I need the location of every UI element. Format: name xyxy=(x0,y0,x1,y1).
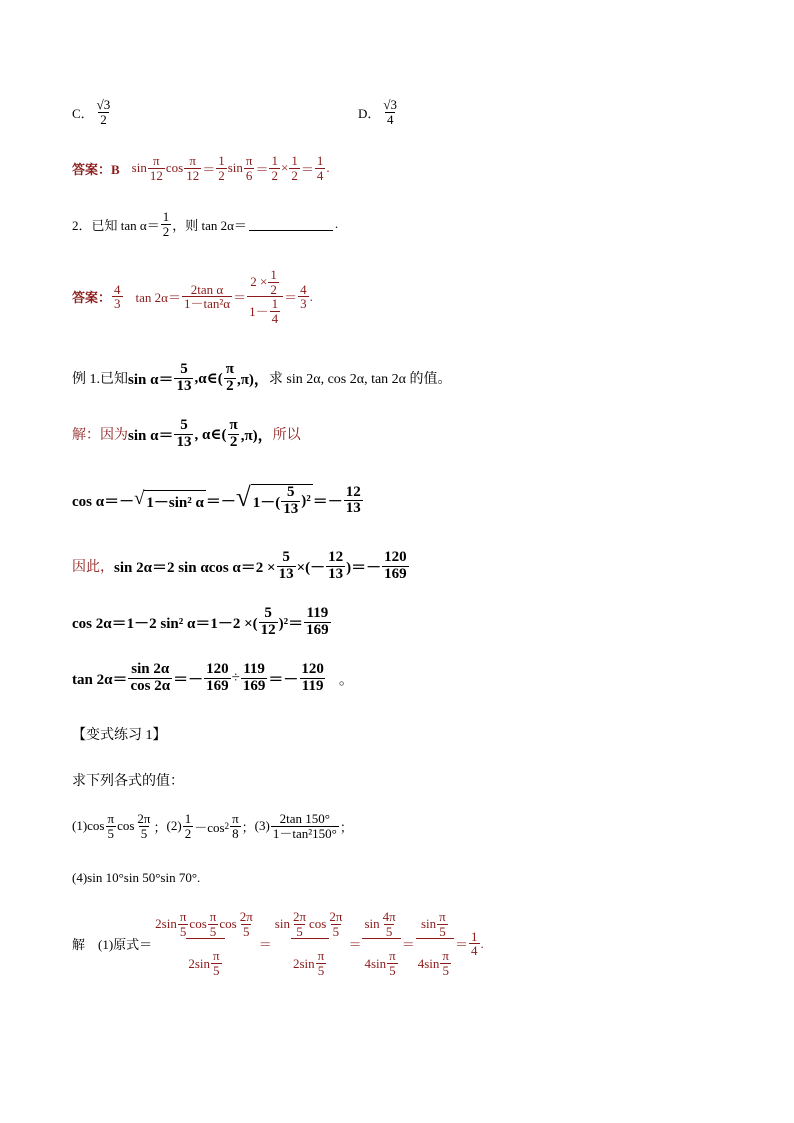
option-d xyxy=(358,98,400,126)
f xyxy=(238,910,255,938)
option-d-label: D． xyxy=(358,105,381,121)
close: )²＝ xyxy=(278,615,304,632)
frac-120-119 xyxy=(299,662,326,695)
so-text: 所以 xyxy=(272,428,301,444)
num: π xyxy=(189,153,196,168)
num: 1 xyxy=(218,153,225,168)
question-2-mid: ，则 tan 2α＝ xyxy=(172,217,247,233)
f xyxy=(208,910,219,938)
eq: ＝ xyxy=(284,290,298,306)
solution-2-label: 解 (1)原式＝ xyxy=(72,937,153,953)
frac-12-13 xyxy=(326,550,345,583)
den: 5 xyxy=(213,962,220,978)
frac-1-2 xyxy=(216,154,227,182)
answer-1 xyxy=(72,154,330,182)
num: 2π xyxy=(329,909,343,924)
item-3-start: (3) xyxy=(254,818,270,834)
example-1-label: 例 1.已知 xyxy=(72,372,128,388)
frac-5-13 xyxy=(174,362,193,395)
den: 169 xyxy=(306,621,329,638)
big-frac-3 xyxy=(362,910,400,978)
frac-12-13 xyxy=(344,485,363,518)
solution-2 xyxy=(72,910,484,978)
f xyxy=(387,949,398,977)
eq: ＝ xyxy=(348,937,362,953)
option-c xyxy=(72,98,113,126)
radicand-a: 1－( xyxy=(252,494,281,511)
variant-prompt-text: 求下列各式的值： xyxy=(72,774,184,789)
den: 4 xyxy=(471,943,478,959)
big-frac-2 xyxy=(273,910,348,978)
frac-pi-8 xyxy=(230,812,241,840)
num: 4 xyxy=(114,281,121,297)
den: 2 xyxy=(229,433,238,450)
radicand-b: )² xyxy=(301,492,311,509)
frac-1-4 xyxy=(469,930,480,958)
den: 5 xyxy=(242,923,250,939)
option-c-den: 2 xyxy=(100,111,107,127)
variant-title-text: 【变式练习 1】 xyxy=(72,728,167,743)
two-sin: 2sin xyxy=(188,955,211,971)
den: 4 xyxy=(271,310,279,326)
num: 1 xyxy=(271,153,278,168)
den: 119 xyxy=(301,677,324,694)
times: × xyxy=(280,160,289,176)
minus-cos: －cos xyxy=(194,819,225,835)
num: 12 xyxy=(345,483,361,500)
num: π xyxy=(225,361,234,377)
alpha-in: , α∈( xyxy=(194,426,227,443)
frac-1-2 xyxy=(183,812,194,840)
den: 1－tan²α xyxy=(183,296,231,312)
eq: ＝ xyxy=(300,161,314,177)
close: ,π)， xyxy=(236,371,269,388)
tan2a-lhs: tan 2α＝ xyxy=(135,290,181,306)
frac-2pi-5 xyxy=(135,812,152,840)
num: 120 xyxy=(206,661,229,677)
f xyxy=(291,910,308,938)
num: 1 xyxy=(316,153,324,168)
num: 12 xyxy=(328,549,344,565)
num: 120 xyxy=(384,549,407,565)
divide: ÷ xyxy=(231,669,240,686)
big-frac-1-num xyxy=(153,910,258,938)
sup-2: 2 xyxy=(224,821,230,832)
sqrt-2: √ 1－( $\frac{5}{13}$ )² xyxy=(235,482,311,517)
den: 8 xyxy=(232,825,239,841)
sin-text-b: sin xyxy=(227,160,243,176)
den: 6 xyxy=(245,167,253,183)
den: 13 xyxy=(278,565,294,582)
tan2a-lhs: tan 2α＝ xyxy=(72,671,128,688)
cos-lhs: cos α＝－ xyxy=(72,494,135,511)
solution-math xyxy=(128,418,273,451)
eq-minus: ＝－ xyxy=(205,494,236,511)
big-frac-3-den xyxy=(362,938,400,977)
sin2a-math xyxy=(114,550,410,583)
compound-num xyxy=(248,268,282,296)
solution-label: 解：因为 xyxy=(72,428,128,444)
num: π xyxy=(107,811,115,826)
sin2a-line xyxy=(72,550,410,583)
f xyxy=(437,910,448,938)
den: 169 xyxy=(206,677,229,694)
den: 2 xyxy=(184,825,192,841)
den: 13 xyxy=(176,377,192,394)
den: 2 xyxy=(291,167,298,183)
num: 1 xyxy=(162,209,170,224)
den: 5 xyxy=(385,923,393,939)
solution-intro xyxy=(72,418,301,451)
big-frac-2-den xyxy=(291,938,329,977)
den: 169 xyxy=(384,565,407,582)
num: 2tan α xyxy=(190,281,224,297)
den: 5 xyxy=(107,825,115,841)
num: 2π xyxy=(292,909,307,924)
four-sin: 4sin xyxy=(364,955,387,971)
semicolon-3: ； xyxy=(339,819,353,835)
den: 3 xyxy=(114,296,121,312)
num-a: 2 × xyxy=(250,274,268,290)
alpha-in: α∈( xyxy=(198,370,223,387)
num: 119 xyxy=(306,605,329,621)
eq: ＝ xyxy=(401,937,415,953)
num: π xyxy=(245,153,253,168)
sin: sin xyxy=(274,916,290,932)
eq: ＝ xyxy=(233,290,247,306)
eq-minus-2: ＝－ xyxy=(312,494,343,511)
example-1-ask: 求 sin 2α, cos 2α, tan 2α 的值。 xyxy=(268,372,452,388)
num: π xyxy=(389,948,396,964)
den: 5 xyxy=(140,825,148,841)
den: 12 xyxy=(149,167,163,183)
num: 1 xyxy=(291,153,298,168)
option-d-fraction xyxy=(381,98,399,126)
frac-1-2-c xyxy=(289,154,300,182)
num: π xyxy=(213,948,220,964)
f xyxy=(178,910,189,938)
num: 1 xyxy=(471,928,478,944)
frac-pi-12 xyxy=(148,154,165,182)
num: 5 xyxy=(180,361,188,377)
num: π xyxy=(209,909,217,924)
frac-sin-cos xyxy=(128,662,172,695)
den: 2 xyxy=(226,377,234,394)
cos2a-line xyxy=(72,606,332,639)
frac-pi-12-b xyxy=(184,154,201,182)
sin-alpha: sin α＝ xyxy=(128,371,174,388)
times: ×(－ xyxy=(296,559,326,576)
answer-2 xyxy=(72,268,313,326)
den: 12 xyxy=(186,167,200,183)
den: 5 xyxy=(439,923,446,939)
den: 13 xyxy=(328,565,344,582)
num: π xyxy=(229,417,238,433)
close: )＝－ xyxy=(346,559,382,576)
den: 2 xyxy=(218,167,225,183)
num: π xyxy=(232,811,239,826)
frac-119-169 xyxy=(304,606,331,639)
den: cos 2α xyxy=(130,677,171,694)
num: sin 2α xyxy=(131,661,170,677)
num: 4π xyxy=(382,909,396,924)
two-sin: 2sin xyxy=(155,916,177,932)
sin: sin xyxy=(364,916,380,932)
tan2a-line xyxy=(72,662,354,695)
num: π xyxy=(179,909,187,924)
den: 5 xyxy=(389,962,396,978)
answer-2-label: 答案： xyxy=(72,290,112,306)
comma: , xyxy=(194,369,199,386)
item-2-start: (2) xyxy=(166,818,182,834)
num: π xyxy=(439,909,446,924)
num: 120 xyxy=(301,661,324,677)
option-d-num: √3 xyxy=(383,97,398,112)
option-c-num: √3 xyxy=(96,97,111,112)
cos-text: cos xyxy=(165,160,184,176)
f xyxy=(381,910,398,938)
frac-1-4 xyxy=(315,154,326,182)
cos: cos xyxy=(219,916,237,932)
den: 12 xyxy=(260,621,276,638)
variant-title xyxy=(72,724,167,744)
big-frac-1 xyxy=(153,910,258,978)
therefore: 因此， xyxy=(72,560,114,576)
frac-120-169 xyxy=(204,662,231,695)
four-sin: 4sin xyxy=(417,955,440,971)
num: 2tan 150° xyxy=(279,811,330,826)
end-mark: 。 xyxy=(338,671,354,688)
sin: sin xyxy=(420,916,437,932)
variant-prompt xyxy=(72,770,184,790)
frac-1-2-b xyxy=(269,154,280,182)
frac-5-13 xyxy=(174,418,193,451)
example-1 xyxy=(72,362,452,395)
den: 5 xyxy=(179,923,187,939)
den: 2 xyxy=(270,281,277,297)
den: 169 xyxy=(242,677,266,694)
compound-den xyxy=(247,296,283,325)
period: . xyxy=(480,935,484,951)
frac-pi-5 xyxy=(106,812,117,840)
question-2-end: . xyxy=(334,216,339,232)
cos-alpha-line xyxy=(72,484,364,518)
item-4-text: (4)sin 10°sin 50°sin 70°. xyxy=(72,870,201,885)
solution-2-math xyxy=(152,910,484,978)
item-1-start: (1)cos xyxy=(72,818,105,834)
den: 13 xyxy=(283,500,299,517)
radicand-1: 1－sin² α xyxy=(144,490,205,512)
cos2a-lhs: cos 2α＝1－2 sin² α＝1－2 ×( xyxy=(72,615,258,632)
big-frac-4 xyxy=(416,910,454,978)
eq: ＝ xyxy=(258,937,272,953)
num: 4 xyxy=(300,281,307,297)
num: 5 xyxy=(180,417,188,433)
big-frac-4-num xyxy=(419,910,451,938)
den: 3 xyxy=(300,296,307,312)
den: 5 xyxy=(442,962,449,978)
num: 1 xyxy=(270,267,277,282)
frac-pi-2 xyxy=(227,418,239,451)
cos: cos xyxy=(189,916,207,932)
frac-120-169 xyxy=(382,550,409,583)
sin-text: sin xyxy=(131,160,147,176)
frac-1-2 xyxy=(161,210,172,238)
frac-tan xyxy=(182,283,232,311)
num: 5 xyxy=(282,549,290,565)
question-2 xyxy=(72,210,338,238)
semicolon-2: ； xyxy=(241,819,255,835)
den: 4 xyxy=(316,167,324,183)
f xyxy=(211,949,222,977)
example-1-math xyxy=(128,362,269,395)
f xyxy=(440,949,451,977)
big-frac-1-den xyxy=(186,938,224,977)
eq-minus: ＝－ xyxy=(173,671,204,688)
answer-1-label: 答案：B xyxy=(72,161,120,177)
num: 2π xyxy=(239,909,253,924)
eq: ＝ xyxy=(454,937,468,953)
frac-compound xyxy=(247,268,283,326)
period: . xyxy=(326,160,330,176)
den: 5 xyxy=(317,962,325,978)
num: 1 xyxy=(184,811,192,826)
den: 2 xyxy=(162,223,170,239)
sin-alpha: sin α＝ xyxy=(128,427,174,444)
item-4 xyxy=(72,870,200,886)
inner-frac-b xyxy=(270,297,281,325)
close: ,π)， xyxy=(240,427,273,444)
frac-4-3 xyxy=(112,283,123,311)
big-frac-3-num xyxy=(362,910,400,938)
den-a: 1－ xyxy=(249,303,269,319)
big-frac-2-num xyxy=(273,910,348,938)
num: 2π xyxy=(137,811,151,826)
f xyxy=(316,949,327,977)
inner-frac xyxy=(268,268,279,296)
sin2a-lhs: sin 2α＝2 sin αcos α＝2 × xyxy=(114,559,276,576)
frac-5-12 xyxy=(259,606,278,639)
den: 5 xyxy=(332,923,340,939)
den: 5 xyxy=(209,923,217,939)
num: 119 xyxy=(243,661,265,677)
frac-pi-2 xyxy=(224,362,236,395)
frac-119-169 xyxy=(241,662,268,695)
num: π xyxy=(153,153,160,168)
question-2-text: 2．已知 tan α＝ xyxy=(72,217,160,233)
den: 13 xyxy=(176,433,192,450)
eq-minus-2: ＝－ xyxy=(268,671,299,688)
den: 5 xyxy=(296,923,303,939)
cos-text: cos xyxy=(117,818,135,834)
num: 1 xyxy=(271,296,279,312)
frac-5-13 xyxy=(277,550,296,583)
period: . xyxy=(309,288,313,304)
den: 13 xyxy=(345,500,361,517)
big-frac-4-den xyxy=(416,938,454,977)
f xyxy=(327,910,344,938)
cos: cos xyxy=(309,916,327,932)
option-d-den: 4 xyxy=(386,111,394,127)
two-sin: 2sin xyxy=(292,955,315,971)
semicolon: ； xyxy=(153,819,167,835)
num: π xyxy=(442,948,449,964)
frac-5-13 xyxy=(281,485,300,518)
den: 1－tan²150° xyxy=(272,825,337,841)
radicand-2 xyxy=(251,484,313,518)
frac-pi-6 xyxy=(244,154,255,182)
num: 5 xyxy=(264,605,272,621)
sqrt-1: √ 1－sin² α xyxy=(134,487,204,511)
eq: ＝ xyxy=(202,161,216,177)
answer-blank[interactable] xyxy=(249,218,333,231)
frac-tan150 xyxy=(271,812,339,840)
option-c-fraction xyxy=(95,98,113,126)
num: π xyxy=(317,948,325,964)
num: 5 xyxy=(286,484,295,500)
eq: ＝ xyxy=(255,161,269,177)
option-c-label: C． xyxy=(72,105,94,121)
den: 2 xyxy=(271,167,278,183)
frac-4-3-b xyxy=(298,283,309,311)
items-1-3 xyxy=(72,812,353,840)
